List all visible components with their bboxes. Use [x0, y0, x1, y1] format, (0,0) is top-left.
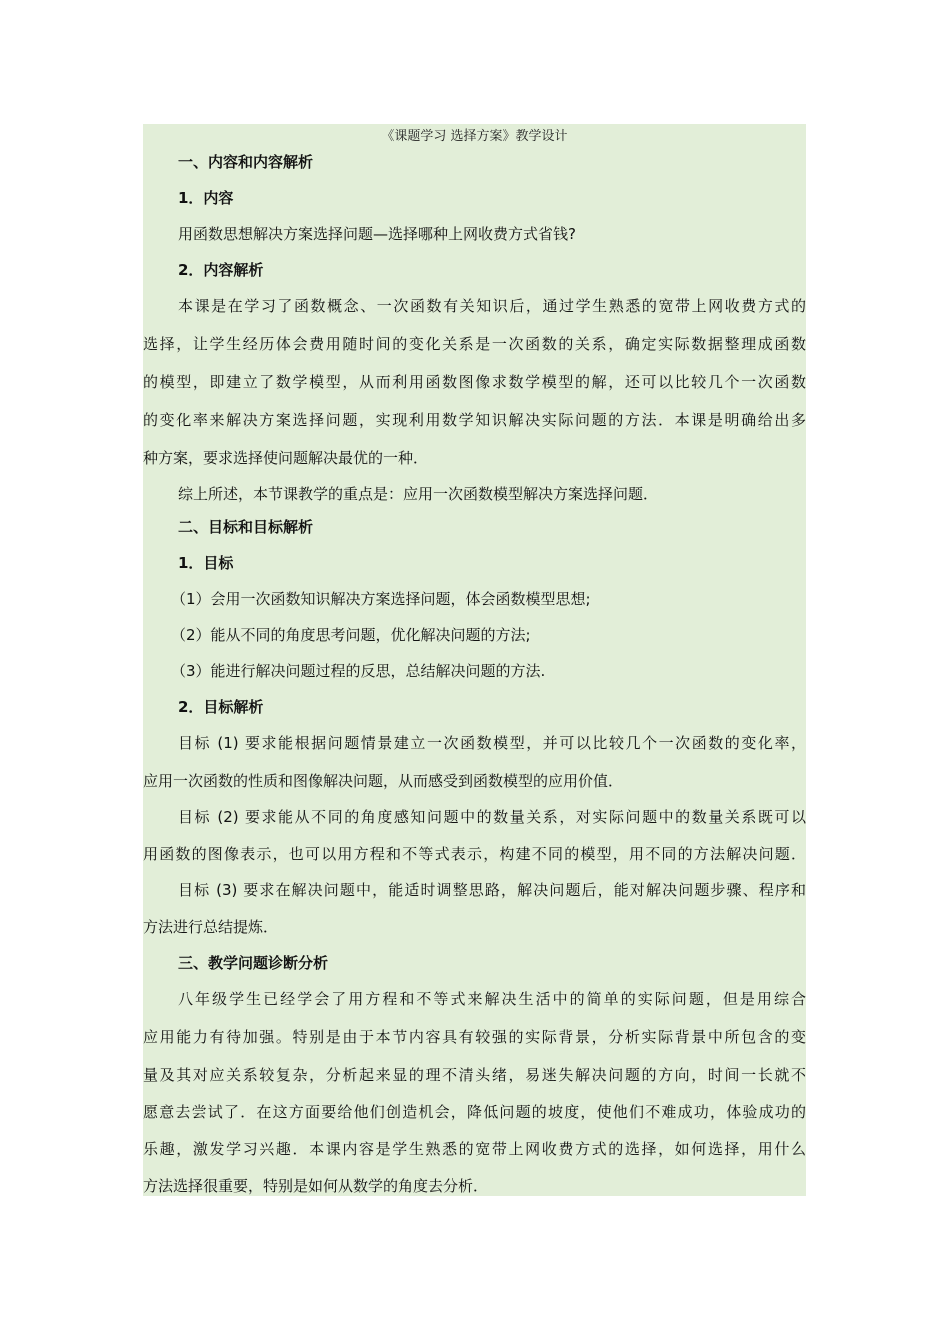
goal3-line: 方法进行总结提炼． [143, 918, 279, 936]
section2-sub-goals: 1．目标 [178, 554, 234, 572]
diagnosis-line: 八年级学生已经学会了用方程和不等式来解决生活中的简单的实际问题，但是用综合 [178, 990, 806, 1008]
diagnosis-line: 乐趣，激发学习兴趣．本课内容是学生熟悉的宽带上网收费方式的选择，如何选择，用什么 [143, 1140, 806, 1158]
diagnosis-line: 应用能力有待加强。特别是由于本节内容具有较强的实际背景，分析实际背景中所包含的变 [143, 1028, 806, 1046]
section3-heading: 三、教学问题诊断分析 [178, 954, 329, 972]
section1-sub-analysis: 2．内容解析 [178, 261, 264, 279]
goal2-line: 目标 (2) 要求能从不同的角度感知问题中的数量关系，对实际问题中的数量关系既可以 [178, 808, 806, 826]
summary-text: 综上所述，本节课教学的重点是：应用一次函数模型解决方案选择问题． [178, 485, 659, 503]
goal3-line: 目标 (3) 要求在解决问题中，能适时调整思路，解决问题后，能对解决问题步骤、程序和 [178, 881, 806, 899]
content-text: 用函数思想解决方案选择问题—选择哪种上网收费方式省钱? [178, 225, 576, 243]
analysis-line: 选择，让学生经历体会费用随时间的变化关系是一次函数的关系，确定实际数据整理成函数 [143, 335, 806, 353]
section1-sub-content: 1．内容 [178, 189, 234, 207]
goal1-line: 目标 (1) 要求能根据问题情景建立一次函数模型，并可以比较几个一次函数的变化率， [178, 734, 806, 752]
document-title: 《课题学习 选择方案》教学设计 [381, 129, 568, 144]
analysis-line: 种方案，要求选择使问题解决最优的一种． [143, 449, 429, 467]
goal-item: （3）能进行解决问题过程的反思，总结解决问题的方法. [171, 662, 546, 680]
diagnosis-line: 方法选择很重要，特别是如何从数学的角度去分析． [143, 1177, 489, 1195]
section2-sub-analysis: 2．目标解析 [178, 698, 264, 716]
document-page [143, 124, 806, 1196]
diagnosis-line: 愿意去尝试了．在这方面要给他们创造机会，降低问题的坡度，使他们不难成功，体验成功的 [143, 1103, 806, 1121]
section2-heading: 二、目标和目标解析 [178, 518, 314, 536]
analysis-line: 的变化率来解决方案选择问题，实现利用数学知识解决实际问题的方法．本课是明确给出多 [143, 411, 806, 429]
analysis-line: 本课是在学习了函数概念、一次函数有关知识后，通过学生熟悉的宽带上网收费方式的 [178, 297, 806, 315]
goal-item: （2）能从不同的角度思考问题，优化解决问题的方法; [171, 626, 531, 644]
section1-heading: 一、内容和内容解析 [178, 153, 314, 171]
goal1-line: 应用一次函数的性质和图像解决问题，从而感受到函数模型的应用价值． [143, 772, 624, 790]
goal-item: （1）会用一次函数知识解决方案选择问题，体会函数模型思想; [171, 590, 591, 608]
analysis-line: 的模型，即建立了数学模型，从而利用函数图像求数学模型的解，还可以比较几个一次函数 [143, 373, 806, 391]
diagnosis-line: 量及其对应关系较复杂，分析起来显的理不清头绪，易迷失解决问题的方向，时间一长就不 [143, 1066, 806, 1084]
goal2-line: 用函数的图像表示，也可以用方程和不等式表示，构建不同的模型，用不同的方法解决问题． [143, 845, 806, 863]
